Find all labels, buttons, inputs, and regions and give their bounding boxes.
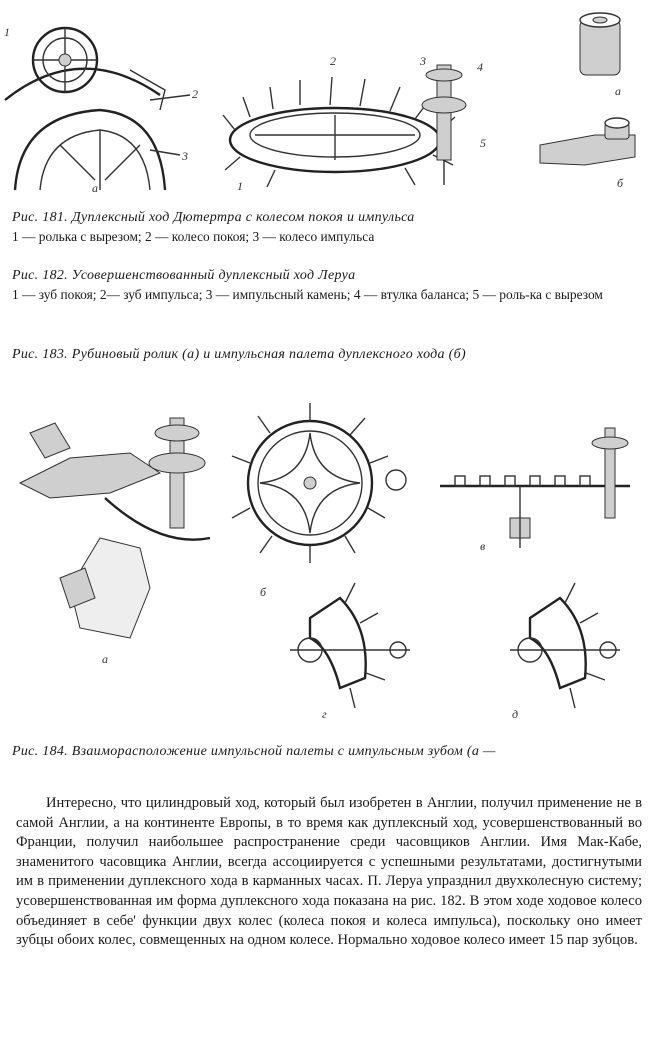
- fig183-label-a: а: [615, 84, 621, 98]
- fig181-label-3: 3: [182, 149, 188, 163]
- fig182-label-2: 2: [330, 54, 336, 68]
- fig184-label-b: б: [260, 585, 267, 599]
- fig181-legend: [12, 227, 641, 246]
- body-paragraph: Интересно, что цилиндровый ход, который был изобретен в Англии, получил применение не в самой Англии, а на континенте Европы, в то время как дуплексный ход, усовершенствованный во Франции, получил наибольшее распространение среди часовщиков Англии. Имя Мак-Кабе, знаменитого часовщика Англии, всегда ассоциируется с успешными результатами, достигнутыми им в применении дуплексного хода в карманных часах. П. Леруа упразднил двухколесную систему; усовершенствованная им форма дуплексного хода показана на рис. 182. В этом ходе ходовое колесо объединяет в себе' функции двух колес (колеса покоя и колеса импульса), поскольку оно имеет зубцы обоих колес, совмещенных на одном колесе. Нормально ходовое колесо имеет 15 пар зубцов.: [16, 795, 642, 949]
- fig184-label-g: г: [322, 707, 327, 721]
- fig182-label-1: 1: [237, 179, 243, 193]
- fig181-label-1: 1: [4, 25, 10, 39]
- fig184-label-v: в: [480, 539, 486, 553]
- figure-183-illustration: [525, 5, 650, 195]
- fig183-label-b: б: [617, 176, 624, 190]
- fig181-label-2: 2: [192, 87, 198, 101]
- figure-183-caption: [12, 345, 641, 364]
- fig182-label-4: 4: [477, 60, 483, 74]
- figure-181-caption: [12, 208, 641, 246]
- fig181-legend-3: 3 — колесо импульса: [252, 229, 375, 244]
- fig183-title: Рис. 183. Рубиновый ролик (а) и импульсная палета дуплексного хода (б): [12, 347, 466, 362]
- fig182-legend: 1 — зуб покоя; 2— зуб импульса; 3 — импульсный камень; 4 — втулка баланса; 5 — роль-ка с вырезом: [12, 287, 603, 302]
- body-text: [16, 794, 642, 951]
- fig181-legend-2: 2 — колесо покоя;: [145, 229, 250, 244]
- figure-181-illustration: [0, 0, 215, 195]
- figure-182-caption: [12, 266, 641, 304]
- fig181-label-a: а: [92, 181, 98, 195]
- fig184-label-a: а: [102, 652, 108, 666]
- figure-184-caption: [12, 742, 641, 761]
- fig181-title: Рис. 181. Дуплексный ход Дютертра с колесом покоя и импульса: [12, 210, 415, 225]
- fig181-legend-1: 1 — ролька с вырезом;: [12, 229, 142, 244]
- fig182-label-3: 3: [420, 54, 426, 68]
- figure-184-illustration: [10, 388, 640, 730]
- fig184-title: Рис. 184. Взаиморасположение импульсной палеты с импульсным зубом (а —: [12, 744, 496, 759]
- figure-182-illustration: [215, 35, 515, 195]
- fig184-label-d: д: [512, 707, 519, 721]
- fig182-title: Рис. 182. Усовершенствованный дуплексный ход Леруа: [12, 268, 356, 283]
- fig182-label-5: 5: [480, 136, 486, 150]
